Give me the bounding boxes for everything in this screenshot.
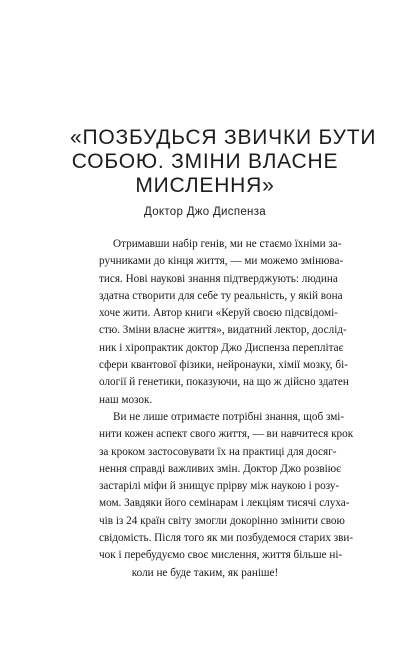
text-line: за кроком застосовувати їх на практиці для досяг- [99, 445, 337, 458]
text-line: наш мозок. [99, 393, 153, 406]
book-description [99, 236, 354, 582]
book-title-line: «ПОЗБУДЬСЯ ЗВИЧКИ БУТИ [70, 126, 377, 149]
text-line: стю. Зміни власне життя», видатний лектор, дослід- [99, 324, 347, 337]
text-line: тися. Нові наукові знання підтверджують: людина [99, 272, 338, 285]
description-paragraph [99, 409, 354, 582]
text-line: свідомість. Після того як ми позбудемося старих зви- [99, 532, 354, 545]
text-line: здатна створити для себе ту реальність, у якій вона [99, 289, 343, 302]
text-line: нення справді важливих змін. Доктор Джо розвіює [99, 462, 341, 475]
text-line: нити кожен аспект свого життя, — ви навчитеся крок [99, 428, 354, 441]
book-title [70, 126, 377, 198]
text-line: коли не буде таким, як раніше! [131, 566, 279, 579]
book-title-line: СОБОЮ. ЗМІНИ ВЛАСНЕ [71, 150, 339, 173]
text-line: ник і хіропрактик доктор Джо Диспенза переплітає [99, 341, 344, 354]
text-line: застарілі міфи й знищує прірву між наукою і розу- [99, 480, 340, 493]
text-line: сфери квантової фізики, нейронауки, хімії мозку, бі- [99, 359, 348, 372]
text-line: мом. Завдяки його семінарам і лекціям тисячі слуха- [99, 497, 350, 510]
text-line: чів із 24 країн світу змогли докорінно змінити свою [99, 514, 345, 527]
text-line: чок і перебудуємо своє мислення, життя більше ні- [99, 549, 343, 562]
text-line: Ви не лише отримаєте потрібні знання, щоб змі- [113, 410, 345, 423]
book-author: Доктор Джо Диспенза [144, 206, 266, 218]
text-line: ології й генетики, показуючи, на що ж дійсно здатен [99, 376, 349, 389]
text-line: ручниками до кінця життя, — ми можемо змінюва- [99, 255, 344, 268]
description-paragraph [99, 236, 349, 409]
text-line: хоче жити. Автор книги «Керуй своєю підсвідомі- [99, 307, 338, 320]
text-line: Отримавши набір генів, ми не стаємо їхніми за- [113, 238, 342, 250]
book-title-line: МИСЛЕННЯ» [135, 174, 275, 197]
